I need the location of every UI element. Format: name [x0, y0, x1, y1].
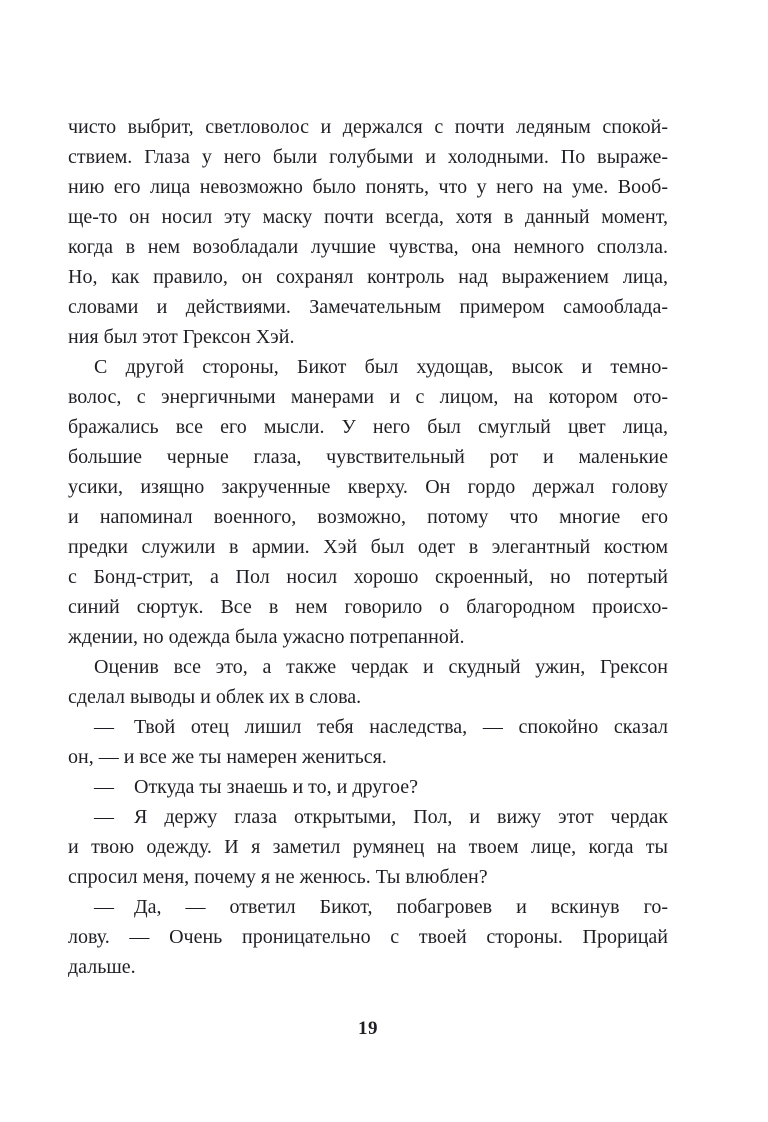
text-line: Оценив все это, а также чердак и скудный ужин, Грексон: [94, 656, 668, 678]
text-line: чисто выбрит, светловолос и держался с почти ледяным спокой-: [68, 116, 668, 138]
text-line: нию его лица невозможно было понять, что у него на уме. Вооб-: [68, 176, 668, 198]
text-line: сделал выводы и облек их в слова.: [68, 686, 362, 708]
text-line: ствием. Глаза у него были голубыми и холодными. По выраже-: [68, 146, 668, 168]
text-line: когда в нем возобладали лучшие чувства, она немного сползла.: [68, 236, 668, 258]
text-line: с Бонд-стрит, а Пол носил хорошо скроенный, но потертый: [68, 566, 668, 588]
text-line: — Да, — ответил Бикот, побагровев и вскинув го-: [94, 896, 668, 918]
page-text: [68, 112, 668, 982]
page-number: 19: [358, 1018, 378, 1039]
text-line: спросил меня, почему я не женюсь. Ты влюблен?: [68, 866, 488, 888]
text-line: ния был этот Грексон Хэй.: [68, 326, 295, 348]
text-line: ждении, но одежда была ужасно потрепанной.: [68, 626, 465, 648]
paragraph-dialogue: [68, 892, 668, 982]
paragraph: [68, 652, 668, 712]
text-line: — Твой отец лишил тебя наследства, — спокойно сказал: [94, 716, 668, 738]
text-line: — Откуда ты знаешь и то, и другое?: [94, 776, 418, 798]
text-line: словами и действиями. Замечательным примером самооблада-: [68, 296, 668, 318]
paragraph: [68, 352, 668, 652]
text-line: — Я держу глаза открытыми, Пол, и вижу этот чердак: [94, 806, 668, 828]
text-line: усики, изящно закрученные кверху. Он гордо держал голову: [68, 476, 668, 498]
text-line: синий сюртук. Все в нем говорило о благородном происхо-: [68, 596, 668, 618]
text-line: ще-то он носил эту маску почти всегда, хотя в данный момент,: [68, 206, 668, 228]
text-line: бражались все его мысли. У него был смуглый цвет лица,: [68, 416, 668, 438]
text-line: он, — и все же ты намерен жениться.: [68, 746, 387, 768]
text-line: волос, с энергичными манерами и с лицом, на котором ото-: [68, 386, 668, 408]
paragraph: [68, 112, 668, 352]
paragraph-dialogue: [68, 712, 668, 772]
paragraph-dialogue: [68, 802, 668, 892]
text-line: дальше.: [68, 956, 136, 978]
paragraph-dialogue: [68, 772, 668, 802]
text-line: и твою одежду. И я заметил румянец на твоем лице, когда ты: [68, 836, 668, 858]
text-line: и напоминал военного, возможно, потому что многие его: [68, 506, 668, 528]
text-line: Но, как правило, он сохранял контроль над выражением лица,: [68, 266, 668, 288]
text-line: большие черные глаза, чувствительный рот и маленькие: [68, 446, 668, 468]
text-line: С другой стороны, Бикот был худощав, высок и темно-: [94, 356, 668, 378]
text-line: лову. — Очень проницательно с твоей стороны. Прорицай: [68, 926, 668, 948]
text-line: предки служили в армии. Хэй был одет в элегантный костюм: [68, 536, 668, 558]
